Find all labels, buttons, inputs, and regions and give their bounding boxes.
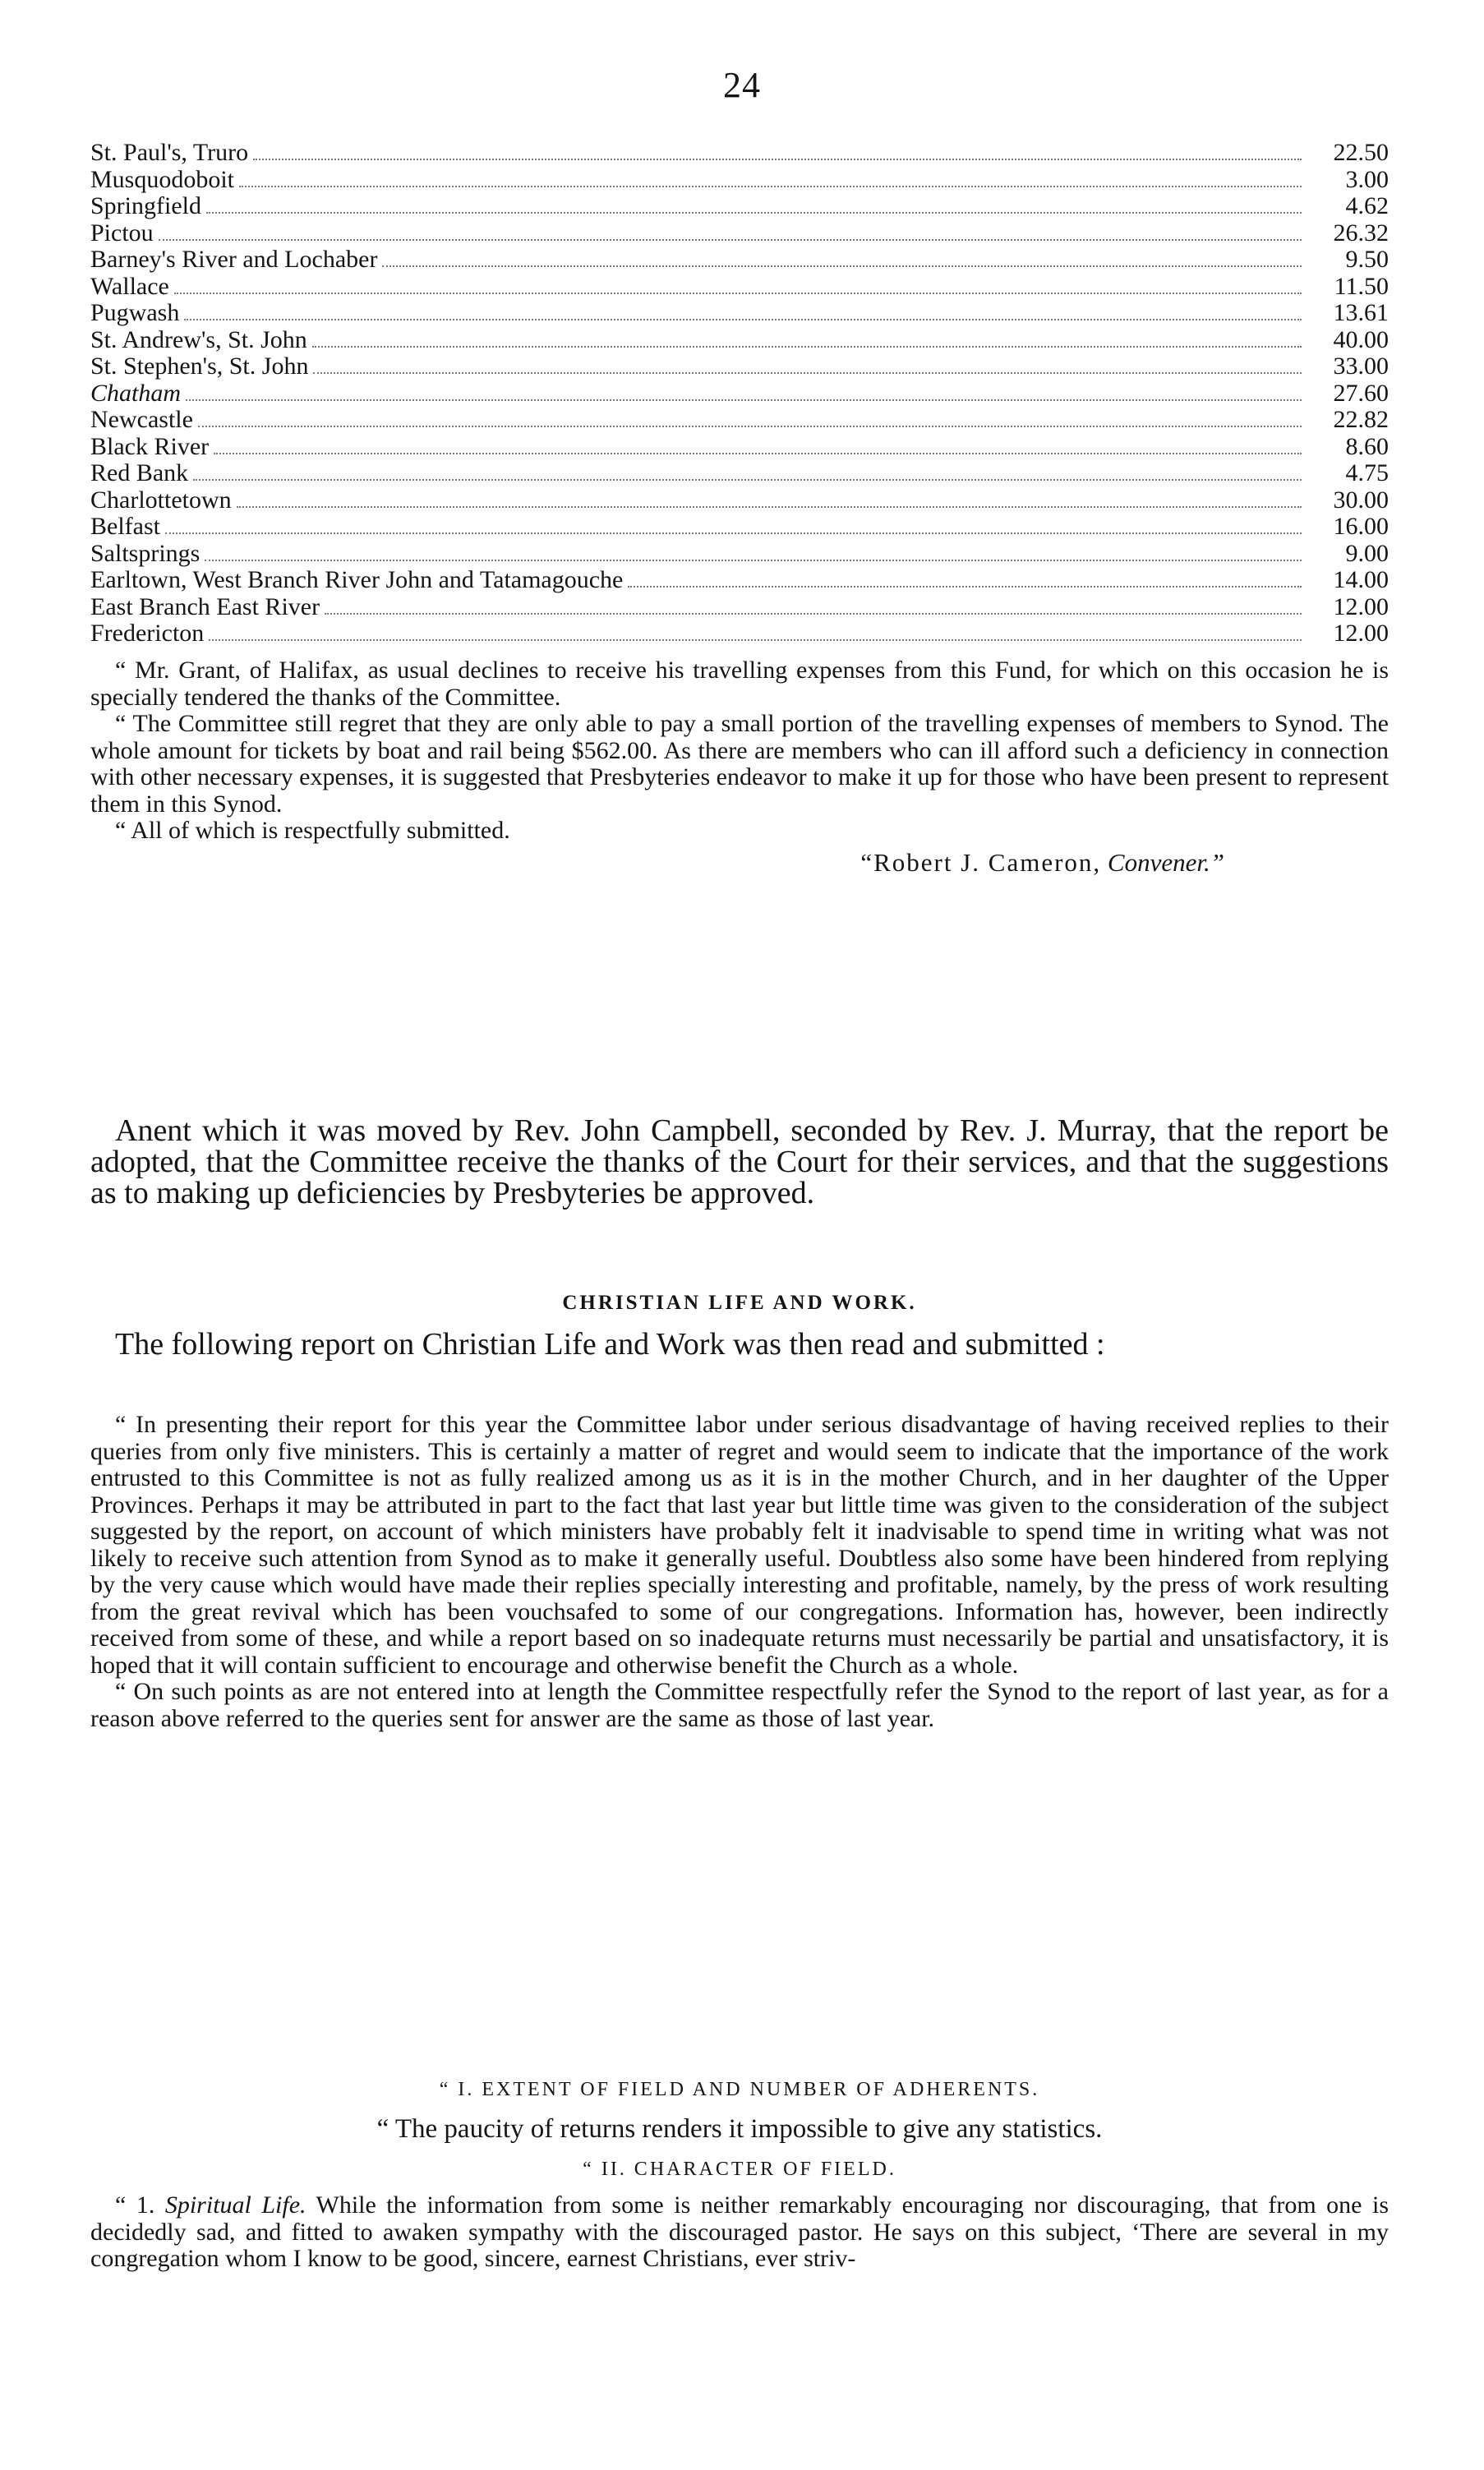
ledger-congregation: Chatham — [90, 379, 182, 407]
paragraph-grant: “ Mr. Grant, of Halifax, as usual declines to receive his travelling expenses from this Fund, for which on this occasion he is specially tendered the thanks of the Committee. — [90, 657, 1389, 711]
subheading-1-block — [90, 2079, 1389, 2101]
ledger-amount: 13.61 — [1333, 299, 1389, 326]
dot-leader — [312, 346, 1302, 348]
ledger-row — [90, 434, 1389, 461]
ledger-amount: 27.60 — [1333, 379, 1389, 407]
ledger-amount: 40.00 — [1333, 325, 1389, 353]
intro-paragraph: The following report on Christian Life and Work was then read and submitted : — [115, 1327, 1105, 1362]
ledger-row — [90, 140, 1389, 167]
ledger-congregation: Earltown, West Branch River John and Tatamagouche — [90, 566, 624, 593]
ledger-row — [90, 541, 1389, 568]
ledger-row — [90, 220, 1389, 247]
ledger-row — [90, 407, 1389, 434]
subheading-character: “ II. CHARACTER OF FIELD. — [583, 2159, 896, 2180]
ledger-congregation: Wallace — [90, 272, 169, 300]
spiritual-life-term: Spiritual Life. — [164, 2191, 306, 2219]
ledger-row — [90, 380, 1389, 408]
paragraph-presenting: “ In presenting their report for this year the Committee labor under serious disadvantage of having received replies to their queries from only five ministers. This is certainly a matter of regret and would seem to indicate that the importance of the work entrusted to this Committee is not as fully realized among us as it is in the mother Church, and in her daughter of the Upper Provinces. Perhaps it may be attributed in part to the fact that last year but little time was given to the consideration of the subject suggested by the report, on account of which ministers have probably felt it inadvisable to spend time in writing what was not likely to receive such attention from Synod as to make it generally useful. Doubtless also some have been hindered from replying by the very cause which would have made their replies specially interesting and profitable, namely, by the press of work resulting from the great revival which has been vouchsafed to some of our congregations. Information has, however, been indirectly received from some of these, and while a report based on so inadequate returns must necessarily be partial and unsatisfactory, it is hoped that it will contain sufficient to encourage and otherwise benefit the Church as a whole. — [90, 1411, 1389, 1679]
ledger-amount: 14.00 — [1333, 566, 1389, 593]
dot-leader — [165, 532, 1302, 534]
signature-name: “Robert J. Cameron, — [860, 847, 1102, 877]
ledger-amount: 3.00 — [1345, 165, 1389, 193]
ledger-row — [90, 193, 1389, 220]
dot-leader — [382, 265, 1302, 267]
ledger-row — [90, 247, 1389, 274]
ledger-congregation: Newcastle — [90, 406, 193, 433]
dot-leader — [205, 560, 1302, 561]
ledger-amount: 8.60 — [1345, 432, 1389, 460]
ledger-congregation: Charlottetown — [90, 486, 232, 514]
ledger-amount: 4.62 — [1345, 192, 1389, 219]
ledger-amount: 26.32 — [1333, 219, 1389, 247]
ledger-amount: 9.50 — [1345, 246, 1389, 273]
dot-leader — [214, 453, 1302, 454]
ledger-congregation: Black River — [90, 432, 210, 460]
motion-block — [90, 1115, 1389, 1209]
ledger-amount: 4.75 — [1345, 459, 1389, 486]
ledger-row — [90, 514, 1389, 541]
dot-leader — [206, 212, 1302, 214]
ledger-congregation: St. Andrew's, St. John — [90, 325, 307, 353]
ledger-congregation: Belfast — [90, 513, 160, 540]
motion-paragraph: Anent which it was moved by Rev. John Campbell, seconded by Rev. J. Murray, that the report be adopted, that the Committee receive the thanks of the Court for their services, and that the suggestions as to making up deficiencies by Presbyteries be approved. — [90, 1113, 1389, 1210]
ledger-row — [90, 594, 1389, 621]
committee-report-conclusion — [90, 657, 1389, 876]
ledger-congregation: Musquodoboit — [90, 165, 235, 193]
ledger-amount: 22.82 — [1333, 406, 1389, 433]
ledger-amount: 16.00 — [1333, 513, 1389, 540]
spiritual-life-number: “ 1. — [115, 2191, 155, 2219]
subheading-2-block — [90, 2159, 1389, 2181]
dot-leader — [237, 506, 1302, 508]
paragraph-spiritual-life — [90, 2192, 1389, 2273]
ledger-row — [90, 353, 1389, 380]
ledger-congregation: Pugwash — [90, 299, 180, 326]
dot-leader — [628, 586, 1302, 588]
dot-leader — [209, 639, 1302, 641]
ledger-row — [90, 460, 1389, 487]
ledger-congregation: St. Paul's, Truro — [90, 139, 249, 166]
dot-leader — [253, 159, 1302, 160]
dot-leader — [193, 479, 1302, 481]
spiritual-life-block — [90, 2192, 1389, 2273]
ledger-congregation: Springfield — [90, 192, 201, 219]
subheading-extent: “ I. EXTENT OF FIELD AND NUMBER OF ADHERENTS. — [439, 2079, 1040, 2100]
paragraph-paucity: “ The paucity of returns renders it impossible to give any statistics. — [376, 2114, 1103, 2144]
ledger-amount: 30.00 — [1333, 486, 1389, 514]
paragraph-regret: “ The Committee still regret that they are only able to pay a small portion of the travelling expenses of members to Synod. The whole amount for tickets by boat and rail being $562.00. As there are members who can ill afford such a deficiency in connection with other necessary expenses, it is suggested that Presbyteries endeavor to make it up for those who have been present to represent them in this Synod. — [90, 710, 1389, 818]
dot-leader — [186, 399, 1302, 401]
signature-title: Convener.” — [1107, 847, 1224, 877]
christian-life-report — [90, 1412, 1389, 1732]
spiritual-life-text: While the information from some is neither remarkably encouraging nor discouraging, that from one is decidedly sad, and fitted to awaken sympathy with the discouraged pastor. He says on this subject, ‘There are several in my congregation whom I know to be good, sincere, earnest Christians, ever striv- — [90, 2191, 1390, 2272]
ledger-amount: 12.00 — [1333, 620, 1389, 647]
dot-leader — [159, 239, 1302, 241]
intro-block — [90, 1329, 1389, 1360]
dot-leader — [198, 426, 1302, 427]
ledger-row — [90, 167, 1389, 194]
ledger-row — [90, 300, 1389, 327]
ledger-congregation: East Branch East River — [90, 592, 320, 620]
ledger-amount: 12.00 — [1333, 592, 1389, 620]
dot-leader — [239, 186, 1302, 187]
dot-leader — [325, 613, 1302, 615]
ledger-congregation: Fredericton — [90, 620, 205, 647]
paucity-block — [90, 2115, 1389, 2143]
ledger-amount: 9.00 — [1345, 539, 1389, 567]
ledger-congregation: Barney's River and Lochaber — [90, 246, 378, 273]
ledger-row — [90, 274, 1389, 301]
ledger-row — [90, 620, 1389, 647]
dot-leader — [313, 372, 1302, 374]
ledger-row — [90, 327, 1389, 354]
signature — [90, 847, 1389, 877]
contributions-list — [90, 140, 1389, 647]
ledger-row — [90, 567, 1389, 594]
paragraph-points: “ On such points as are not entered into at length the Committee respectfully refer the Synod to the report of last year, as for a reason above referred to the queries sent for answer are the same as those of last year. — [90, 1678, 1389, 1732]
dot-leader — [184, 319, 1302, 320]
ledger-congregation: Pictou — [90, 219, 154, 247]
ledger-amount: 11.50 — [1334, 272, 1389, 300]
section-heading-block — [90, 1292, 1389, 1315]
ledger-amount: 22.50 — [1333, 139, 1389, 166]
ledger-congregation: Red Bank — [90, 459, 189, 486]
section-heading: CHRISTIAN LIFE AND WORK. — [562, 1292, 917, 1314]
dot-leader — [174, 293, 1302, 294]
ledger-congregation: St. Stephen's, St. John — [90, 353, 309, 380]
page-number: 24 — [723, 65, 761, 105]
paragraph-submitted: “ All of which is respectfully submitted. — [115, 817, 510, 844]
ledger-amount: 33.00 — [1333, 353, 1389, 380]
ledger-congregation: Saltsprings — [90, 539, 200, 567]
ledger-row — [90, 487, 1389, 514]
